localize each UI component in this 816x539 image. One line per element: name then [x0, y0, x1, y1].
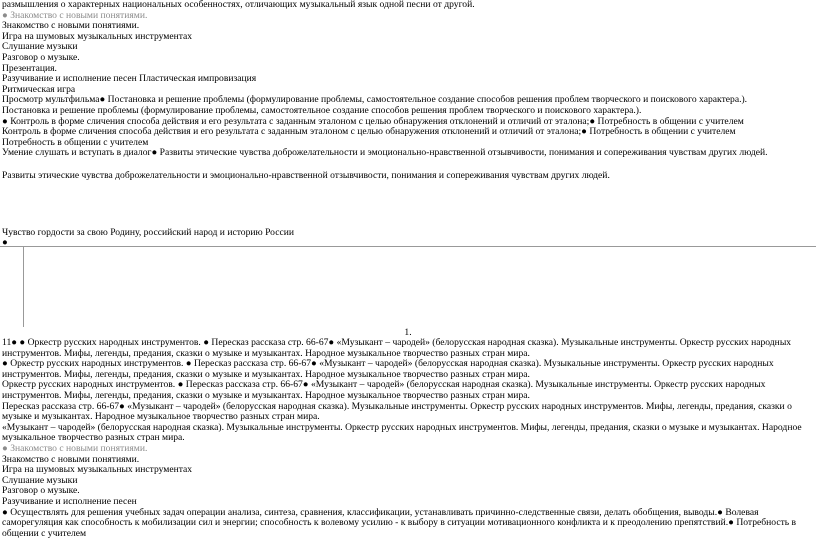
pride-paragraph: Чувство гордости за свою Родину, российский народ и историю России — [2, 228, 814, 239]
text-line: ● Контроль в форме сличения способа действия и его результата с заданным эталоном с целью обнаружения отклонений и отличий от эталона;● Потребность в общении с учителем — [2, 117, 814, 128]
text-line: Игра на шумовых музыкальных инструментах — [2, 465, 814, 476]
text-line: Разучивание и исполнение песен Пластическая импровизация — [2, 74, 814, 85]
text-line: Потребность в общении с учителем — [2, 138, 814, 149]
text-line: Умение слушать и вступать в диалог● Развиты этические чувства доброжелательности и эмоционально-нравственной отзывчивости, понимания и сопереживания чувствам других людей. — [2, 148, 814, 159]
paragraph: Пересказ рассказа стр. 66-67● «Музыкант – чародей» (белорусская народная сказка). Музыкальные инструменты. Оркестр русских народных инструментов. Мифы, легенды, предания, сказки о музыке и музыкантах. Народное музыкальное творчество разных стран мира. — [2, 402, 814, 423]
text-line: Знакомство с новыми понятиями. — [2, 455, 814, 466]
text-line: Знакомство с новыми понятиями. — [2, 21, 814, 32]
text-line: Разговор о музыке. — [2, 53, 814, 64]
text-line: Ритмическая игра — [2, 85, 814, 96]
text-line: ● Знакомство с новыми понятиями. — [2, 11, 814, 22]
table-row-frame — [0, 246, 816, 327]
row-number: 1. — [0, 328, 816, 339]
text-line: размышления о характерных национальных особенностях, отличающих музыкальный язык одной песни от другой. — [2, 0, 814, 11]
text-line: Игра на шумовых музыкальных инструментах — [2, 32, 814, 43]
paragraph: 11● ● Оркестр русских народных инструментов. ● Пересказ рассказа стр. 66-67● «Музыкант – чародей» (белорусская народная сказка). Музыкальные инструменты. Оркестр русских народных инструментов. Мифы, легенды, предания, сказки о музыке и музыкантах. Народное музыкальное творчество разных стран мира. — [2, 338, 814, 359]
text-line: ● Знакомство с новыми понятиями. — [2, 444, 814, 455]
paragraph: «Музыкант – чародей» (белорусская народная сказка). Музыкальные инструменты. Оркестр русских народных инструментов. Мифы, легенды, предания, сказки о музыке и музыкантах. Народное музыкальное творчество разных стран мира. — [2, 423, 814, 444]
text-line: Контроль в форме сличения способа действия и его результата с заданным эталоном с целью обнаружения отклонений и отличий от эталона;● Потребность в общении с учителем — [2, 127, 814, 138]
ethics-paragraph: Развиты этические чувства доброжелательности и эмоционально-нравственной отзывчивости, понимания и сопереживания чувствам других людей. — [2, 171, 814, 182]
paragraph: ● Осуществлять для решения учебных задач операции анализа, синтеза, сравнения, классификации, устанавливать причинно-следственные связи, делать обобщения, выводы.● Волевая саморегуляция как способность к мобилизации сил и энергии; способность к волевому усилию - к выбору в ситуации мотивационного конфликта и к преодолению препятствий.● Потребность в общении с учителем — [2, 508, 814, 539]
text-line: Просмотр мультфильма● Постановка и решение проблемы (формулирование проблемы, самостоятельное создание способов решения проблем творческого и поискового характера.). — [2, 95, 814, 106]
document-top — [2, 0, 814, 249]
text-line: Постановка и решение проблемы (формулирование проблемы, самостоятельное создание способов решения проблем творческого и поискового характера.). — [2, 106, 814, 117]
table-column-divider — [23, 247, 24, 327]
paragraph: Оркестр русских народных инструментов. ● Пересказ рассказа стр. 66-67● «Музыкант – чародей» (белорусская народная сказка). Музыкальные инструменты. Оркестр русских народных инструментов. Мифы, легенды, предания, сказки о музыке и музыкантах. Народное музыкальное творчество разных стран мира. — [2, 380, 814, 401]
text-line: Слушание музыки — [2, 476, 814, 487]
bullet-marker: ● — [2, 238, 814, 249]
text-line: Разучивание и исполнение песен — [2, 497, 814, 508]
text-line: Слушание музыки — [2, 42, 814, 53]
text-line: Разговор о музыке. — [2, 486, 814, 497]
paragraph: ● Оркестр русских народных инструментов. ● Пересказ рассказа стр. 66-67● «Музыкант – чародей» (белорусская народная сказка). Музыкальные инструменты. Оркестр русских народных инструментов. Мифы, легенды, предания, сказки о музыке и музыкантах. Народное музыкальное творчество разных стран мира. — [2, 359, 814, 380]
text-line: Презентация. — [2, 64, 814, 75]
document-lower — [2, 338, 814, 539]
